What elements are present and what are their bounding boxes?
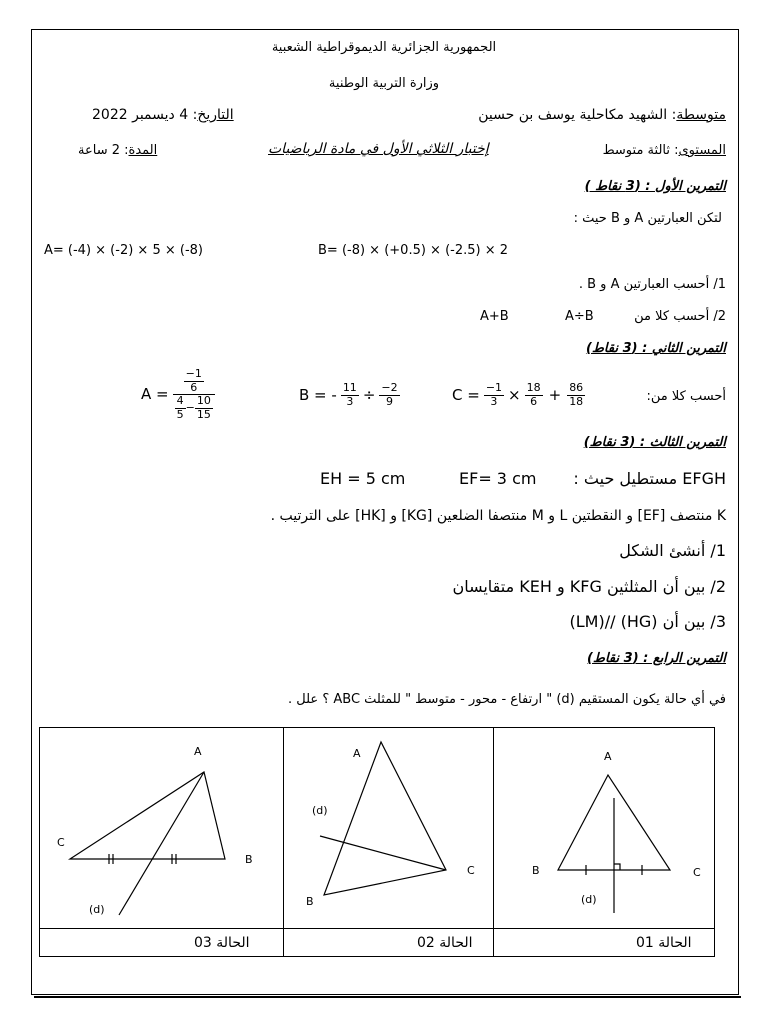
- ex2-a-bot-minus: −: [185, 401, 195, 415]
- case1-label-a: A: [604, 750, 612, 763]
- ex3-title: التمرين الثالث : (3 نقاط): [583, 435, 726, 450]
- case3-label-a: A: [194, 745, 202, 758]
- ex4-title: التمرين الرابع : (3 نقاط): [586, 651, 726, 666]
- ex2-a-complex-fraction: [173, 368, 215, 422]
- case1-label-b: B: [532, 864, 540, 877]
- ex2-c-f3: [567, 382, 585, 408]
- case1-right-angle-mark: [614, 864, 620, 870]
- case3-label-c: C: [57, 836, 65, 849]
- ex2-a-bot-f1-num: 4: [176, 394, 184, 408]
- ex2-a-bot-f2: [195, 395, 213, 421]
- ex2-a-top: [173, 368, 215, 395]
- case1-label: الحالة 01: [636, 935, 692, 951]
- duration-label: المدة: [128, 143, 158, 158]
- ministry-title: وزارة التربية الوطنية: [328, 76, 440, 91]
- duration-line: [78, 144, 157, 157]
- case2-label-b: B: [306, 895, 314, 908]
- ex1-expr-b: B= (-8) × (+0.5) × (-2.5) × 2: [318, 243, 509, 258]
- ex1-q2-div: A÷B: [565, 309, 594, 324]
- ex2-a-bot-f2-num: 10: [196, 394, 211, 408]
- ex1-expr-a: A= (-4) × (-2) × 5 × (-8): [44, 243, 203, 258]
- case2-figure: [284, 728, 494, 928]
- level-line: [603, 144, 726, 157]
- ex2-c-label: C =: [452, 385, 480, 404]
- case1-label-d: (d): [581, 893, 597, 906]
- ex2-title: التمرين الثاني : (3 نقاط): [585, 341, 726, 356]
- ex3-eh: EH = 5 cm: [320, 469, 406, 488]
- ex2-a-label: A =: [141, 385, 169, 404]
- ex2-c-f3-den: 18: [569, 394, 584, 408]
- ex3-q1: 1/ أنشئ الشكل: [619, 541, 726, 560]
- ex1-q2-sum: A+B: [480, 309, 509, 324]
- ex2-b-op: ÷: [362, 385, 376, 404]
- ex2-expr-a: [141, 368, 215, 422]
- case2-triangle: [324, 742, 446, 895]
- ex3-q2: 2/ بين أن المثلثين KFG و KEH متقايسان: [452, 577, 726, 596]
- school-name: : الشهيد مكاحلية يوسف بن حسين: [478, 107, 677, 123]
- ex2-b-f1-num: 11: [342, 381, 357, 394]
- ex2-a-top-num: −1: [185, 367, 202, 380]
- case2-label-a: A: [353, 747, 361, 760]
- case-label-row: [40, 928, 714, 929]
- ex2-a-bot-f1: [175, 395, 186, 421]
- ex2-c-f3-num: 86: [569, 381, 584, 394]
- ex3-ef: EF= 3 cm: [459, 469, 537, 488]
- ex2-c-f2-num: 18: [526, 381, 541, 394]
- case3-triangle: [70, 772, 225, 859]
- ex2-c-op1: ×: [508, 385, 521, 404]
- case2-label-c: C: [467, 864, 475, 877]
- exam-title: إختبار الثلاثي الأول في مادة الرياضيات: [268, 141, 489, 157]
- case1-label-c: C: [693, 866, 701, 879]
- ex1-title: التمرين الأول : (3 نقاط ): [584, 179, 726, 194]
- ex2-b-f2-num: −2: [381, 381, 398, 394]
- ex2-c-f1-den: 3: [490, 394, 498, 408]
- level-value: : ثالثة متوسط: [602, 143, 679, 158]
- level-label: المستوى: [678, 143, 726, 158]
- case3-line-d: [119, 772, 204, 915]
- case3-label-b: B: [245, 853, 253, 866]
- ex1-intro: لتكن العبارتين A و B حيث :: [573, 211, 722, 226]
- ex1-q1: 1/ أحسب العبارتين A و B .: [578, 277, 726, 292]
- ex2-b-f2: [379, 382, 399, 408]
- case2-line-d: [320, 836, 446, 870]
- ex2-b-f1-den: 3: [346, 394, 354, 408]
- ex2-c-f1-num: −1: [485, 381, 503, 394]
- date-line: [92, 108, 234, 122]
- ex2-expr-c: [452, 382, 585, 408]
- case3-label: الحالة 03: [194, 935, 250, 951]
- case2-label-d: (d): [312, 804, 328, 817]
- case1-figure: [494, 728, 716, 928]
- ex4-question: في أي حالة يكون المستقيم (d) " ارتفاع - محور - متوسط " للمثلث ABC ؟ علل .: [288, 692, 726, 707]
- school-label: متوسطة: [676, 107, 726, 123]
- school-line: [478, 108, 726, 122]
- ex2-b-label: B = -: [299, 385, 337, 404]
- duration-value: : 2 ساعة: [78, 143, 129, 158]
- date-label: التاريخ: [197, 107, 234, 123]
- ex3-rect-text: EFGH مستطيل حيث :: [573, 469, 726, 488]
- ex3-midpoints: K منتصف [EF] و النقطتين L و M منتصفا الضلعين [KG] و [HK] على الترتيب .: [270, 508, 726, 524]
- ex2-prompt: أحسب كلا من:: [646, 389, 726, 404]
- date-value: : 4 ديسمبر 2022: [92, 107, 198, 123]
- case3-figure: [40, 728, 284, 928]
- ex2-c-f2-den: 6: [530, 394, 538, 408]
- ex2-b-f2-den: 9: [386, 394, 393, 408]
- case2-label: الحالة 02: [417, 935, 473, 951]
- republic-title: الجمهورية الجزائرية الديموقراطية الشعبية: [271, 40, 497, 55]
- ex2-a-top-den: 6: [190, 380, 198, 394]
- ex2-c-op2: +: [548, 385, 562, 404]
- case3-label-d: (d): [89, 903, 105, 916]
- ex2-a-bot-f1-den: 5: [176, 407, 184, 421]
- ex2-c-f2: [525, 382, 543, 408]
- ex1-q2: 2/ أحسب كلا من: [634, 309, 726, 324]
- ex2-b-f1: [341, 382, 359, 408]
- cases-table: [39, 727, 715, 957]
- ex2-a-top-frac: [184, 368, 204, 394]
- ex3-q3: 3/ بين أن (HG) //(LM): [569, 612, 726, 631]
- ex2-c-f1: [484, 382, 504, 408]
- ex2-expr-b: [299, 382, 400, 408]
- ex2-a-bot-f2-den: 15: [196, 407, 211, 421]
- ex2-a-bottom: [173, 395, 215, 421]
